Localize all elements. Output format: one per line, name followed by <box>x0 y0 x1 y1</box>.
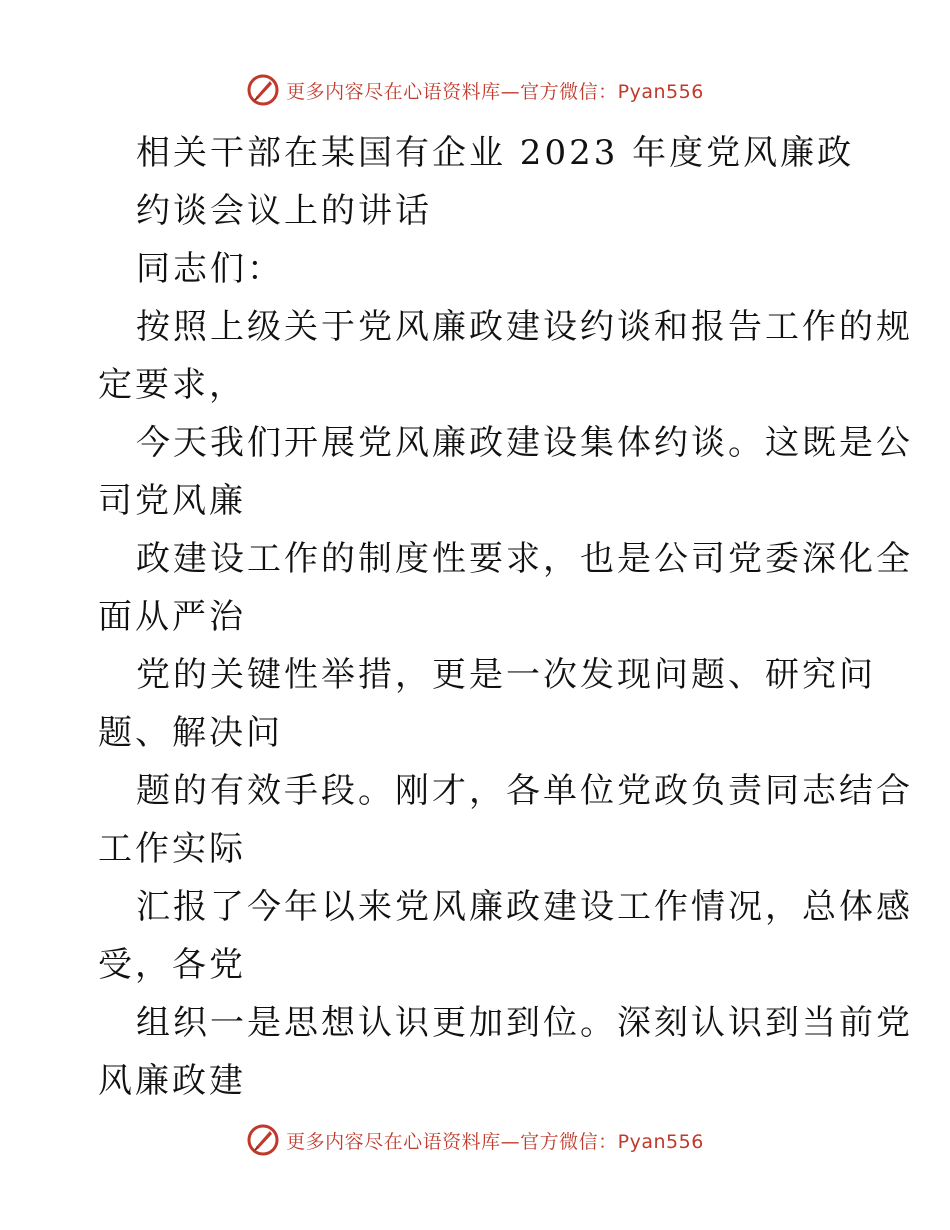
paragraph-line: 题、解决问 <box>98 713 283 753</box>
title-line-2: 约谈会议上的讲话 <box>136 191 432 231</box>
paragraph-line: 定要求， <box>98 365 246 405</box>
paragraph-line: 组织一是思想认识更加到位。深刻认识到当前党 <box>136 1003 913 1043</box>
paragraph-line: 工作实际 <box>98 829 246 869</box>
document-body <box>98 124 913 1110</box>
paragraph-line: 面从严治 <box>98 597 246 637</box>
paragraph-line: 汇报了今年以来党风廉政建设工作情况，总体感 <box>136 887 913 927</box>
paragraph-line: 受，各党 <box>98 945 246 985</box>
paragraph-line: 题的有效手段。刚才，各单位党政负责同志结合 <box>136 771 913 811</box>
watermark-text: 更多内容尽在心语资料库—官方微信：Pyan556 <box>286 80 704 103</box>
paragraph-line: 司党风廉 <box>98 481 246 521</box>
paragraph-line: 政建设工作的制度性要求，也是公司党委深化全 <box>136 539 913 579</box>
title-line-1: 相关干部在某国有企业 2023 年度党风廉政 <box>136 133 855 173</box>
quill-logo-icon <box>246 73 280 107</box>
paragraph-line: 党的关键性举措，更是一次发现问题、研究问 <box>136 655 876 695</box>
footer-watermark <box>0 1120 950 1160</box>
paragraph-line: 今天我们开展党风廉政建设集体约谈。这既是公 <box>136 423 913 463</box>
watermark-text: 更多内容尽在心语资料库—官方微信：Pyan556 <box>286 1130 704 1153</box>
header-watermark <box>0 70 950 110</box>
paragraph-line: 按照上级关于党风廉政建设约谈和报告工作的规 <box>136 307 913 347</box>
paragraph-line: 风廉政建 <box>98 1061 246 1101</box>
greeting: 同志们： <box>136 249 284 289</box>
quill-logo-icon <box>246 1123 280 1157</box>
